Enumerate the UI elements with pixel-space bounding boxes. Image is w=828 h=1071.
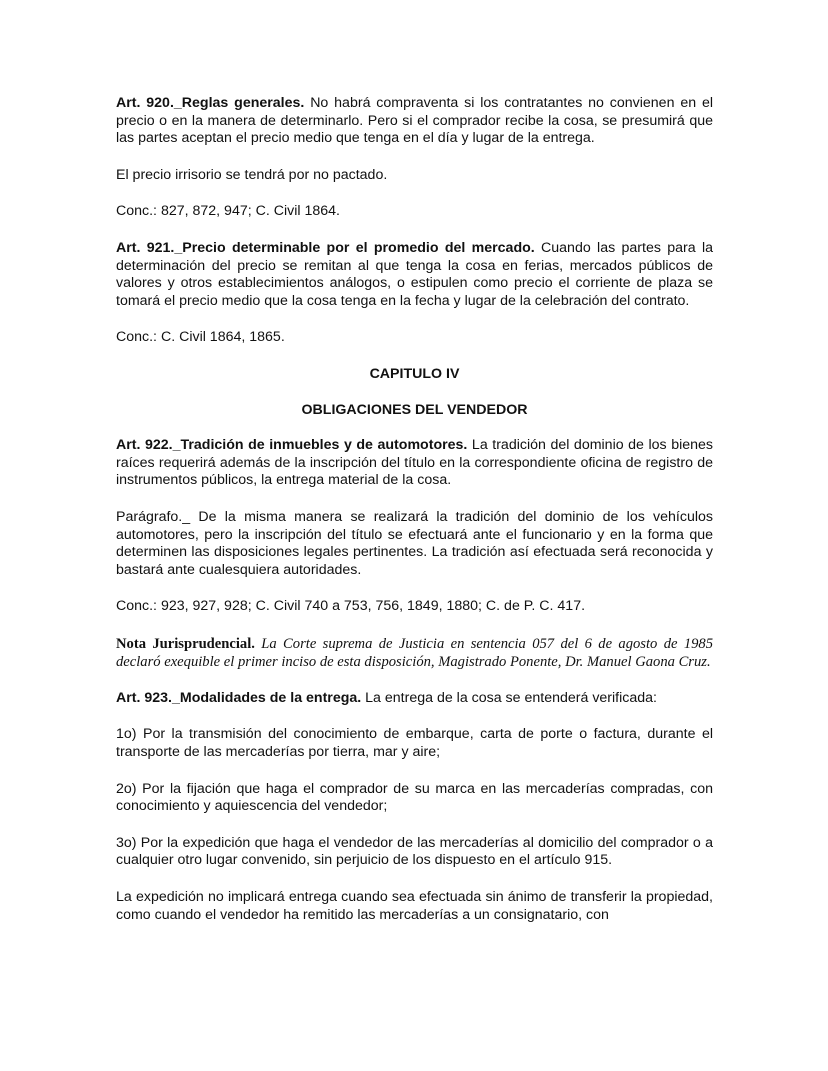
chapter-number: CAPITULO IV — [369, 365, 460, 382]
article-921-body: Cuando las partes para la determinación del precio se remitan al que tenga la cosa en ferias, mercados públicos de valores y otros establecimientos análogos, o estipulen como precio el corriente de plaza se tomará el precio medio que la cosa tenga en la fecha y lugar de la celebración del contrato. — [116, 239, 713, 309]
article-923-item-2: 2o) Por la fijación que haga el comprador de su marca en las mercaderías compradas, con conocimiento y aquiescencia del vendedor; — [116, 780, 713, 815]
jurisprudence-note — [116, 635, 713, 671]
article-920 — [116, 95, 713, 148]
document-page — [116, 95, 713, 943]
article-922-body: La tradición del dominio de los bienes raíces requerirá además de la inscripción del título en la correspondiente oficina de registro de instrumentos públicos, la entrega material de la cosa. — [116, 437, 713, 489]
article-921-concordance: Conc.: C. Civil 1864, 1865. — [116, 329, 285, 346]
article-923-final-paragraph: La expedición no implicará entrega cuando sea efectuada sin ánimo de transferir la propiedad, como cuando el vendedor ha remitido las mercaderías a un consignatario, con — [116, 889, 713, 923]
article-921 — [116, 240, 713, 310]
chapter-title: OBLIGACIONES DEL VENDEDOR — [301, 401, 528, 418]
article-921-heading: Art. 921._Precio determinable por el promedio del mercado. — [116, 239, 535, 256]
article-920-paragraph-2: El precio irrisorio se tendrá por no pactado. — [116, 166, 388, 183]
article-922 — [116, 437, 713, 490]
article-920-heading: Art. 920._Reglas generales. — [116, 95, 305, 111]
article-923-item-1: 1o) Por la transmisión del conocimiento de embarque, carta de porte o factura, durante el transporte de las mercaderías por tierra, mar y aire; — [116, 726, 713, 761]
article-920-concordance: Conc.: 827, 872, 947; C. Civil 1864. — [116, 203, 340, 220]
article-922-paragrafo: Parágrafo._ De la misma manera se realizará la tradición del dominio de los vehículos automotores, pero la inscripción del título se efectuará ante el funcionario y en la forma que determinen las disposiciones legales pertinentes. La tradición así efectuada será reconocida y bastará ante cualesquiera autoridades. — [116, 508, 713, 578]
article-922-heading: Art. 922._Tradición de inmuebles y de automotores. — [116, 437, 468, 454]
article-923-body: La entrega de la cosa se entenderá verificada: — [361, 689, 657, 706]
article-923 — [116, 690, 713, 708]
article-922-concordance: Conc.: 923, 927, 928; C. Civil 740 a 753, 756, 1849, 1880; C. de P. C. 417. — [116, 598, 586, 615]
jurisprudence-note-heading: Nota Jurisprudencial. — [116, 635, 255, 652]
article-923-item-3: 3o) Por la expedición que haga el vendedor de las mercaderías al domicilio del comprador o a cualquier otro lugar convenido, sin perjuicio de los dispuesto en el artículo 915. — [116, 834, 713, 869]
jurisprudence-note-body: La Corte suprema de Justicia en sentencia 057 del 6 de agosto de 1985 declaró exequible el primer inciso de esta disposición, Magistrado Ponente, Dr. Manuel Gaona Cruz. — [116, 635, 714, 670]
article-923-heading: Art. 923._Modalidades de la entrega. — [116, 689, 362, 706]
article-920-body: No habrá compraventa si los contratantes no convienen en el precio o en la manera de determinarlo. Pero si el comprador recibe la cosa, se presumirá que las partes aceptan el precio medio que tenga en el día y lugar de la entrega. — [116, 95, 713, 147]
